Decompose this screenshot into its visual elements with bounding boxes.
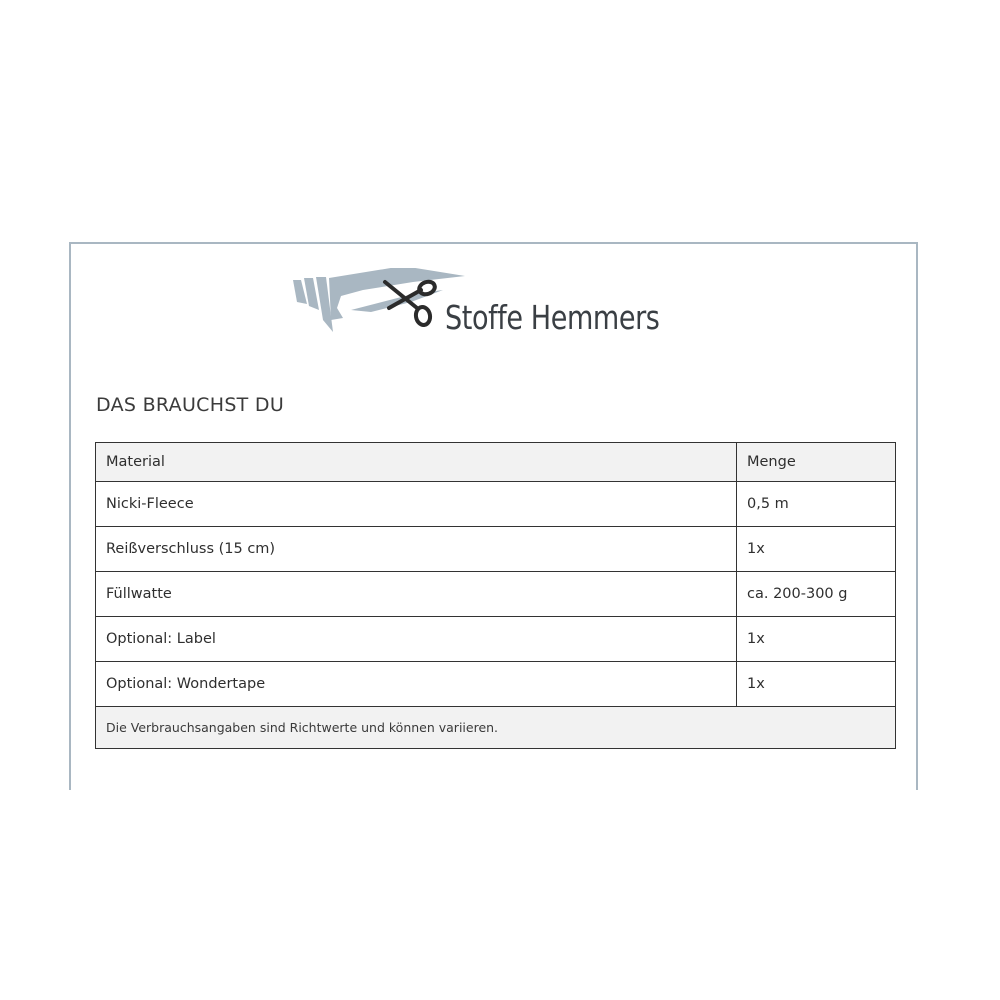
- materials-table: [95, 442, 896, 749]
- cell-material: Optional: Label: [96, 617, 737, 662]
- table-header-row: [96, 443, 896, 482]
- section-heading: DAS BRAUCHST DU: [96, 394, 285, 416]
- header-material: Material: [96, 443, 737, 482]
- cell-quantity: ca. 200-300 g: [737, 572, 896, 617]
- table-footer-row: [96, 707, 896, 749]
- table-row: [96, 617, 896, 662]
- cell-material: Optional: Wondertape: [96, 662, 737, 707]
- table-row: [96, 482, 896, 527]
- cell-quantity: 0,5 m: [737, 482, 896, 527]
- cell-material: Reißverschluss (15 cm): [96, 527, 737, 572]
- cell-quantity: 1x: [737, 527, 896, 572]
- table-row: [96, 572, 896, 617]
- table-footnote: Die Verbrauchsangaben sind Richtwerte und können variieren.: [96, 707, 896, 749]
- cell-quantity: 1x: [737, 617, 896, 662]
- header-quantity: Menge: [737, 443, 896, 482]
- cell-material: Nicki-Fleece: [96, 482, 737, 527]
- table-row: [96, 527, 896, 572]
- brand-name: Stoffe Hemmers: [445, 298, 660, 337]
- table-row: [96, 662, 896, 707]
- cell-material: Füllwatte: [96, 572, 737, 617]
- brand-logo[interactable]: [293, 268, 660, 338]
- cell-quantity: 1x: [737, 662, 896, 707]
- materials-card: [69, 242, 918, 790]
